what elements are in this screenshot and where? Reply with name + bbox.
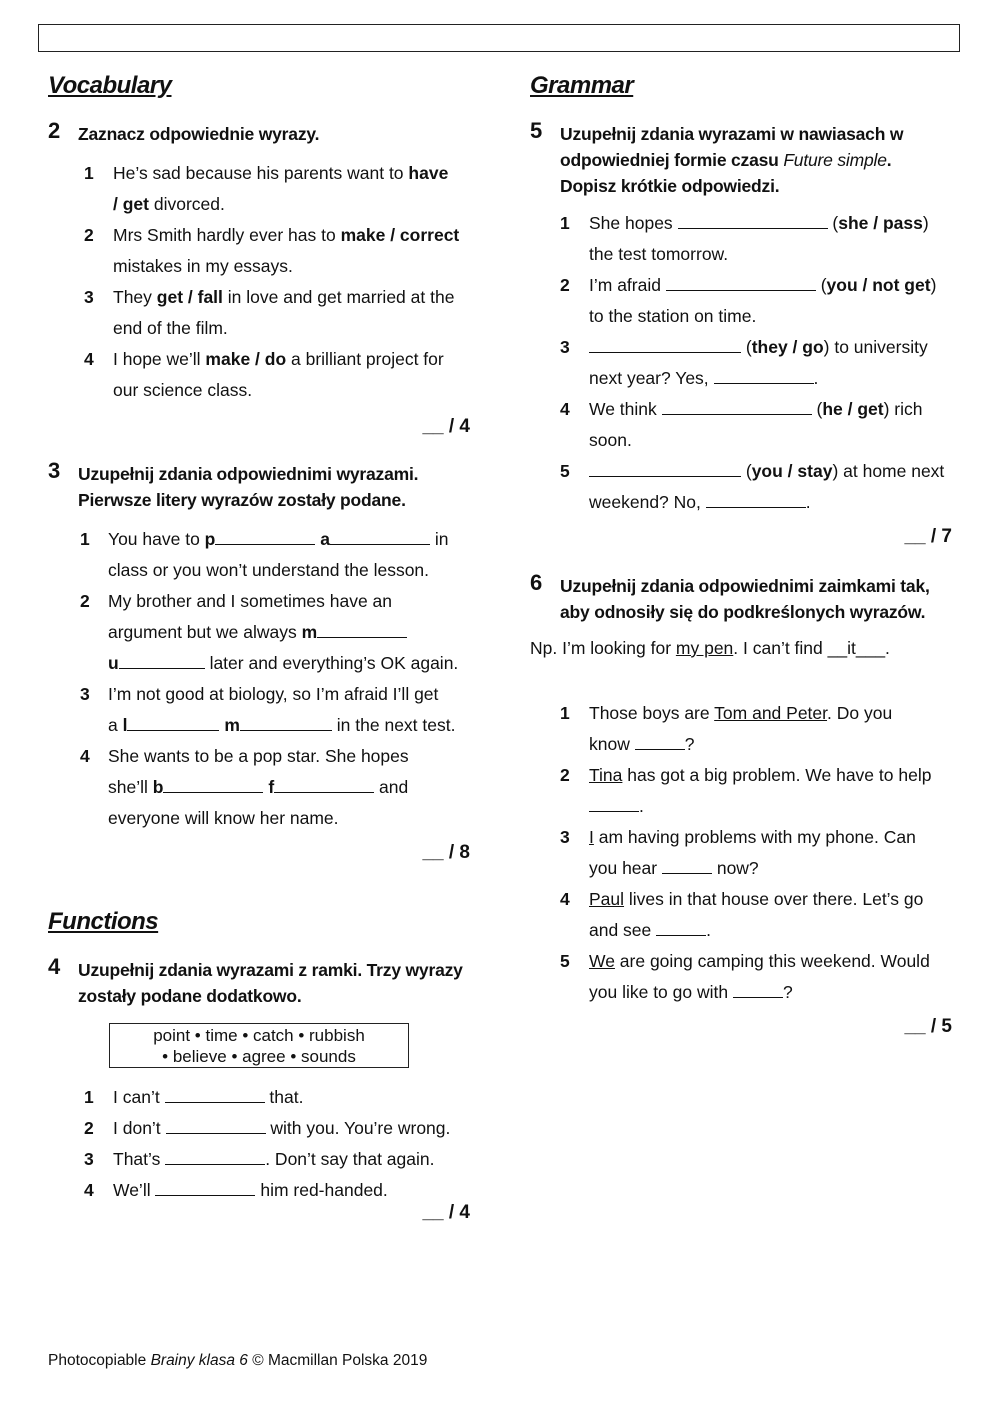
list-item: 4 I hope we’ll make / do a brilliant project for our science class.: [84, 349, 444, 400]
answer-blank[interactable]: [215, 524, 315, 545]
answer-blank[interactable]: [165, 1144, 265, 1165]
answer-blank[interactable]: [163, 772, 263, 793]
score-ex2: __ / 4: [422, 416, 470, 437]
list-item: 2 I don’t with you. You’re wrong.: [84, 1113, 484, 1144]
grammar-heading: Grammar: [530, 72, 634, 99]
exercise-instruction: Uzupełnij zdania wyrazami z ramki. Trzy wyrazy zostały podane dodatkowo.: [78, 960, 463, 1006]
list-item: 5 We are going camping this weekend. Would you like to go with ?: [560, 951, 930, 1002]
score-ex4: __ / 4: [422, 1202, 470, 1223]
vocabulary-heading: Vocabulary: [48, 72, 172, 99]
exercise-number: 4: [48, 954, 61, 979]
exercise-instruction: Uzupełnij zdania odpowiednimi wyrazami. Pierwsze litery wyrazów zostały podane.: [78, 464, 419, 510]
answer-blank[interactable]: [678, 208, 828, 229]
exercise-4-items: [84, 1082, 484, 1206]
exercise-number: 6: [530, 570, 543, 595]
answer-blank[interactable]: [165, 1082, 265, 1103]
answer-blank[interactable]: [662, 853, 712, 874]
list-item: 4 She wants to be a pop star. She hopes she’ll b f and everyone will know her name.: [80, 746, 409, 828]
answer-blank[interactable]: [589, 332, 741, 353]
exercise-instruction: Uzupełnij zdania wyrazami w nawiasach w odpowiedniej formie czasu Future simple. Dopisz krótkie odpowiedzi.: [560, 124, 904, 196]
exercise-instruction: Zaznacz odpowiednie wyrazy.: [78, 124, 320, 144]
answer-blank[interactable]: [733, 977, 783, 998]
list-item: 1 I can’t that.: [84, 1082, 484, 1113]
list-item: 3 I am having problems with my phone. Can you hear now?: [560, 827, 916, 878]
exercise-instruction: Uzupełnij zdania odpowiednimi zaimkami tak, aby odnosiły się do podkreślonych wyrazów.: [560, 576, 930, 622]
exercise-number: 2: [48, 118, 61, 143]
answer-blank[interactable]: [706, 487, 806, 508]
list-item: 1 He’s sad because his parents want to have / get divorced.: [84, 163, 449, 214]
list-item: 3 I’m not good at biology, so I’m afraid I’ll get a l m in the next test.: [80, 684, 456, 735]
list-item: 2 I’m afraid (you / not get) to the station on time.: [560, 270, 960, 332]
score-ex5: __ / 7: [904, 526, 952, 547]
answer-blank[interactable]: [589, 456, 741, 477]
answer-blank[interactable]: [155, 1175, 255, 1196]
exercise-5-items: [560, 208, 960, 518]
answer-blank[interactable]: [714, 363, 814, 384]
answer-blank[interactable]: [240, 710, 332, 731]
answer-blank[interactable]: [330, 524, 430, 545]
score-ex6: __ / 5: [904, 1016, 952, 1037]
word-box: point • time • catch • rubbish • believe • agree • sounds: [109, 1023, 409, 1068]
exercise-3-items: [80, 524, 480, 834]
score-ex3: __ / 8: [422, 842, 470, 863]
list-item: 3 That’s . Don’t say that again.: [84, 1144, 484, 1175]
answer-blank[interactable]: [166, 1113, 266, 1134]
example-sentence: Np. I’m looking for my pen. I can’t find __it___.: [530, 638, 890, 658]
list-item: 1 Those boys are Tom and Peter. Do you know ?: [560, 703, 893, 754]
answer-blank[interactable]: [274, 772, 374, 793]
list-item: 1 You have to p a in class or you won’t understand the lesson.: [80, 524, 480, 586]
list-item: 1 She hopes (she / pass) the test tomorrow.: [560, 208, 960, 270]
exercise-number: 5: [530, 118, 543, 143]
answer-blank[interactable]: [119, 648, 205, 669]
list-item: 4 We’ll him red-handed.: [84, 1175, 484, 1206]
list-item: 2 Tina has got a big problem. We have to help .: [560, 765, 932, 816]
answer-blank[interactable]: [635, 729, 685, 750]
answer-blank[interactable]: [666, 270, 816, 291]
exercise-2-items: [84, 158, 476, 406]
list-item: 3 (they / go) to university next year? Yes, .: [560, 332, 960, 394]
exercise-number: 3: [48, 458, 61, 483]
list-item: 3 They get / fall in love and get married at the end of the film.: [84, 287, 455, 338]
functions-heading: Functions: [48, 908, 159, 935]
list-item: 5 (you / stay) at home next weekend? No, .: [560, 456, 960, 518]
list-item: 4 We think (he / get) rich soon.: [560, 394, 960, 456]
answer-blank[interactable]: [127, 710, 219, 731]
list-item: 4 Paul lives in that house over there. Let’s go and see .: [560, 889, 924, 940]
answer-blank[interactable]: [656, 915, 706, 936]
answer-blank[interactable]: [589, 791, 639, 812]
footer: Photocopiable Brainy klasa 6 © Macmillan Polska 2019: [48, 1352, 428, 1369]
name-field-box[interactable]: [38, 24, 960, 52]
list-item: 2 My brother and I sometimes have an argument but we always m u later and everything’s OK again.: [80, 591, 459, 673]
exercise-6-items: [560, 698, 960, 1008]
list-item: 2 Mrs Smith hardly ever has to make / correct mistakes in my essays.: [84, 225, 460, 276]
answer-blank[interactable]: [662, 394, 812, 415]
answer-blank[interactable]: [317, 617, 407, 638]
